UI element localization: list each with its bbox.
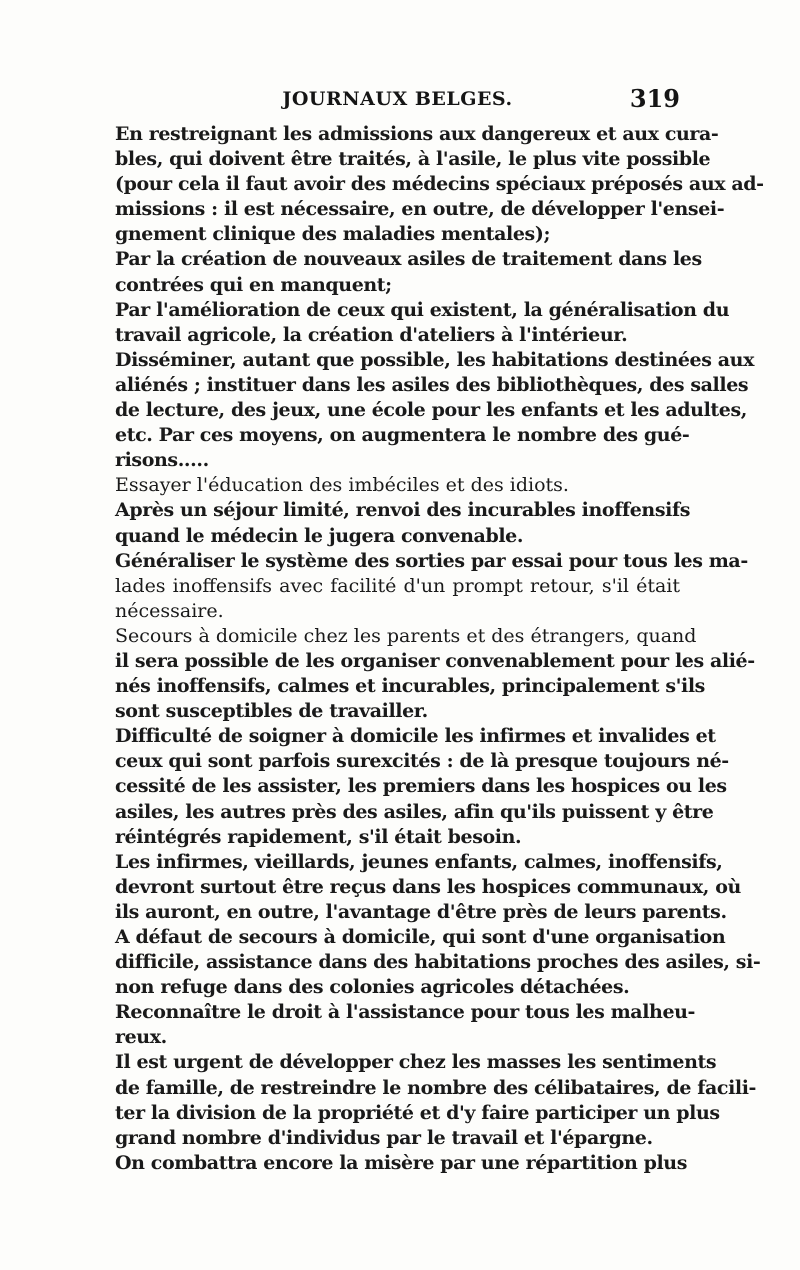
text-line: (pour cela il faut avoir des médecins spéciaux préposés aux ad-: [115, 173, 764, 196]
text-line: Essayer l'éducation des imbéciles et des idiots.: [115, 474, 569, 497]
text-line: risons.....: [115, 449, 209, 472]
text-line: Disséminer, autant que possible, les habitations destinées aux: [115, 348, 755, 371]
text-line: difficile, assistance dans des habitations proches des asiles, si-: [115, 951, 761, 974]
text-line: On combattra encore la misère par une répartition plus: [115, 1151, 687, 1174]
text-line: Secours à domicile chez les parents et des étrangers, quand: [115, 624, 697, 647]
text-line: Généraliser le système des sorties par essai pour tous les ma-: [115, 549, 748, 572]
text-line: aliénés ; instituer dans les asiles des bibliothèques, des salles: [115, 373, 749, 396]
text-line: Après un séjour limité, renvoi des incurables inoffensifs: [115, 499, 691, 522]
text-line: de lecture, des jeux, une école pour les enfants et les adultes,: [115, 399, 747, 422]
text-line: de famille, de restreindre le nombre des célibataires, de facili-: [115, 1076, 757, 1099]
text-line: il sera possible de les organiser convenablement pour les alié-: [115, 649, 755, 672]
text-line: Par la création de nouveaux asiles de traitement dans les: [115, 248, 702, 271]
text-line: Par l'amélioration de ceux qui existent, la généralisation du: [115, 298, 730, 321]
text-line: Reconnaître le droit à l'assistance pour tous les malheu-: [115, 1001, 696, 1024]
text-line: Il est urgent de développer chez les masses les sentiments: [115, 1051, 717, 1074]
text-line: Les infirmes, vieillards, jeunes enfants, calmes, inoffensifs,: [115, 850, 723, 873]
text-line: nés inoffensifs, calmes et incurables, principalement s'ils: [115, 675, 705, 698]
text-line: asiles, les autres près des asiles, afin qu'ils puissent y être: [115, 800, 714, 823]
text-line: travail agricole, la création d'ateliers à l'intérieur.: [115, 323, 628, 346]
text-line: non refuge dans des colonies agricoles détachées.: [115, 976, 630, 999]
text-line: devront surtout être reçus dans les hospices communaux, où: [115, 875, 741, 898]
text-line: A défaut de secours à domicile, qui sont d'une organisation: [115, 926, 726, 948]
page-header: [115, 84, 680, 118]
page-number: 319: [629, 84, 680, 113]
text-line: reux.: [115, 1026, 167, 1049]
text-line: contrées qui en manquent;: [115, 273, 392, 296]
text-line: En restreignant les admissions aux dangereux et aux cura-: [115, 123, 719, 145]
text-line: lades inoffensifs avec facilité d'un prompt retour, s'il était: [115, 574, 680, 597]
text-line: gnement clinique des maladies mentales);: [115, 223, 551, 246]
text-line: réintégrés rapidement, s'il était besoin.: [115, 825, 522, 848]
text-line: ter la division de la propriété et d'y faire participer un plus: [115, 1101, 720, 1124]
text-line: etc. Par ces moyens, on augmentera le nombre des gué-: [115, 424, 690, 447]
text-line: bles, qui doivent être traités, à l'asile, le plus vite possible: [115, 148, 711, 171]
text-line: grand nombre d'individus par le travail et l'épargne.: [115, 1126, 653, 1149]
text-line: missions : il est nécessaire, en outre, de développer l'ensei-: [115, 198, 725, 221]
text-line: Difficulté de soigner à domicile les infirmes et invalides et: [115, 725, 716, 748]
text-line: quand le médecin le jugera convenable.: [115, 524, 524, 547]
text-line: cessité de les assister, les premiers dans les hospices ou les: [115, 775, 727, 798]
text-line: nécessaire.: [115, 599, 224, 622]
running-head: JOURNAUX BELGES.: [282, 88, 513, 110]
text-line: sont susceptibles de travailler.: [115, 700, 428, 723]
text-line: ceux qui sont parfois surexcités : de là presque toujours né-: [115, 750, 729, 773]
body-text: [115, 122, 764, 1176]
text-line: ils auront, en outre, l'avantage d'être près de leurs parents.: [115, 900, 727, 923]
